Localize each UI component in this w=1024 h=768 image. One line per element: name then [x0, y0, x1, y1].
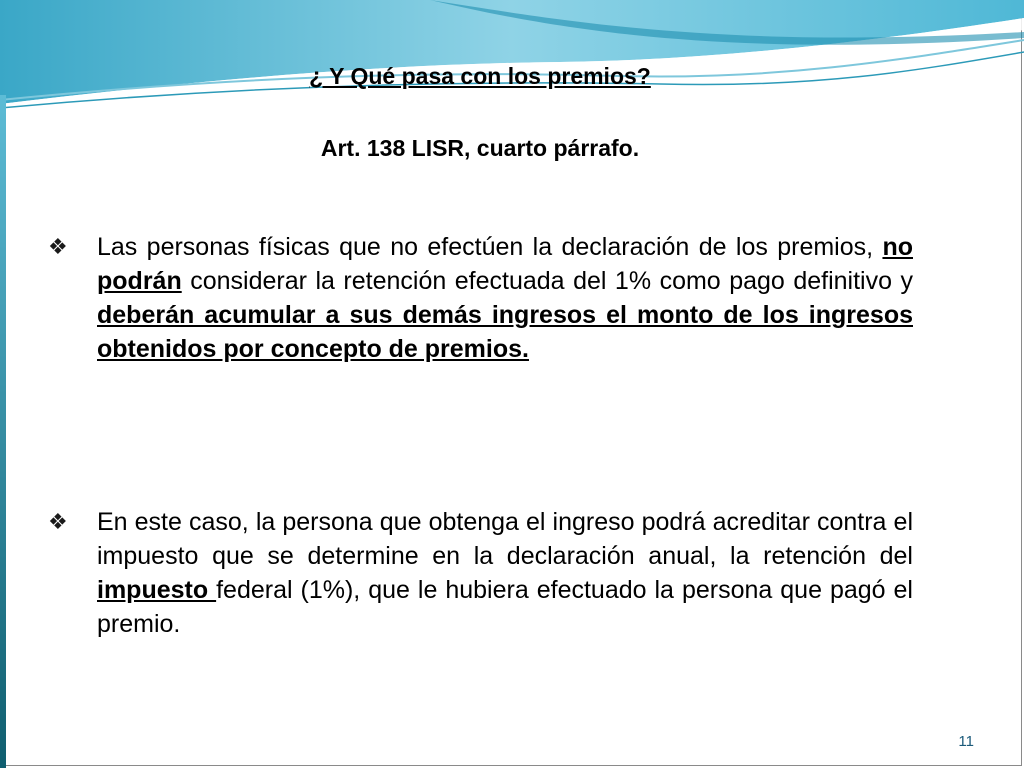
left-edge-bar — [0, 95, 6, 768]
slide-title: ¿ Y Qué pasa con los premios? — [309, 63, 651, 89]
diamond-star-icon: ❖ — [48, 234, 68, 259]
bullet-text-2: En este caso, la persona que obtenga el ingreso podrá acreditar contra el impuesto que se determine en la declaración anual, la retención del impuesto federal (1%), que le hubiera efectuado la persona que pagó el premio. — [97, 508, 913, 638]
bullet-text-1: Las personas físicas que no efectúen la declaración de los premios, no podrán considerar la retención efectuada del 1% como pago definitivo y deberán acumular a sus demás ingresos el monto de los ingresos obtenidos por concepto de premios. — [97, 233, 913, 363]
diamond-star-icon: ❖ — [48, 509, 68, 534]
bullet-item-1 — [48, 230, 913, 366]
decorative-waves — [0, 0, 1024, 120]
slide-subtitle: Art. 138 LISR, cuarto párrafo. — [320, 135, 640, 161]
page-number: 11 — [958, 733, 974, 750]
bullet-item-2 — [48, 505, 913, 641]
